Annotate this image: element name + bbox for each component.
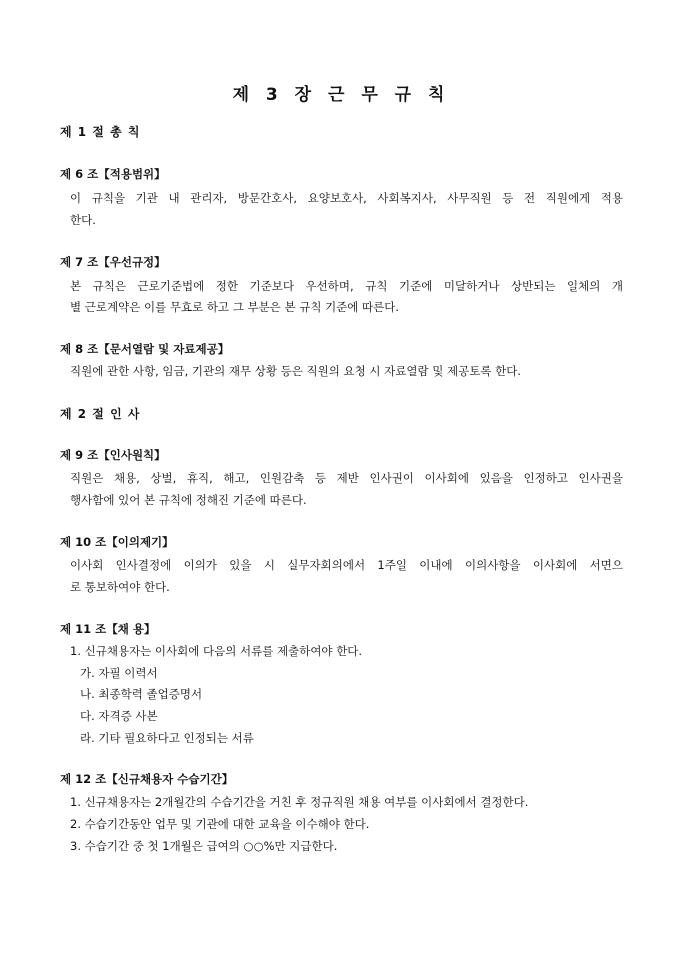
list-item: 3. 수습기간 중 첫 1개월은 급여의 ○○%만 지급한다. bbox=[70, 839, 338, 853]
article-text: 행사함에 있어 본 규칙에 정해진 기준에 따른다. bbox=[70, 493, 307, 507]
list-item: 1. 신규채용자는 2개월간의 수습기간을 거친 후 정규직원 채용 여부를 이사회에서 결정한다. bbox=[70, 795, 529, 809]
sub-list-item: 가. 자필 이력서 bbox=[80, 666, 158, 680]
article-heading: 제 12 조【신규채용자 수습기간】 bbox=[60, 772, 234, 786]
article-heading: 제 9 조【인사원칙】 bbox=[60, 448, 166, 462]
article-text: 한다. bbox=[70, 213, 96, 227]
article-heading: 제 10 조【이의제기】 bbox=[60, 535, 174, 549]
section-heading: 제 1 절 총 칙 bbox=[60, 125, 140, 139]
article-text: 이사회 인사결정에 이의가 있을 시 실무자회의에서 1주일 이내에 이의사항을 이사회에 서면으 bbox=[70, 558, 623, 572]
article-text: 로 통보하여야 한다. bbox=[70, 580, 170, 594]
article-text: 본 규칙은 근로기준법에 정한 기준보다 우선하며, 규칙 기준에 미달하거나 상반되는 일체의 개 bbox=[70, 279, 623, 293]
sub-list-item: 다. 자격증 사본 bbox=[80, 709, 158, 723]
list-item: 2. 수습기간동안 업무 및 기관에 대한 교육을 이수해야 한다. bbox=[70, 817, 370, 831]
list-item: 1. 신규채용자는 이사회에 다음의 서류를 제출하여야 한다. bbox=[70, 644, 363, 658]
article-heading: 제 7 조【우선규정】 bbox=[60, 255, 166, 269]
sub-list-item: 나. 최종학력 졸업증명서 bbox=[80, 687, 203, 701]
sub-list-item: 라. 기타 필요하다고 인정되는 서류 bbox=[80, 731, 254, 745]
article-text: 직원에 관한 사항, 임금, 기관의 재무 상황 등은 직원의 요청 시 자료열람 및 제공토록 한다. bbox=[70, 364, 521, 378]
article-text: 직원은 채용, 상벌, 휴직, 해고, 인원감축 등 제반 인사권이 이사회에 있음을 인정하고 인사권을 bbox=[70, 471, 623, 485]
article-heading: 제 6 조【적용범위】 bbox=[60, 167, 166, 181]
article-text: 이 규칙을 기관 내 관리자, 방문간호사, 요양보호사, 사회복지사, 사무직원 등 전 직원에게 적용 bbox=[70, 191, 623, 205]
chapter-title: 제 3 장 근 무 규 칙 bbox=[232, 85, 448, 105]
article-text: 별 근로계약은 이를 무효로 하고 그 부분은 본 규칙 기준에 따른다. bbox=[70, 300, 400, 314]
section-heading: 제 2 절 인 사 bbox=[60, 407, 140, 421]
article-heading: 제 8 조【문서열람 및 자료제공】 bbox=[60, 342, 230, 356]
article-heading: 제 11 조【채 용】 bbox=[60, 622, 156, 636]
